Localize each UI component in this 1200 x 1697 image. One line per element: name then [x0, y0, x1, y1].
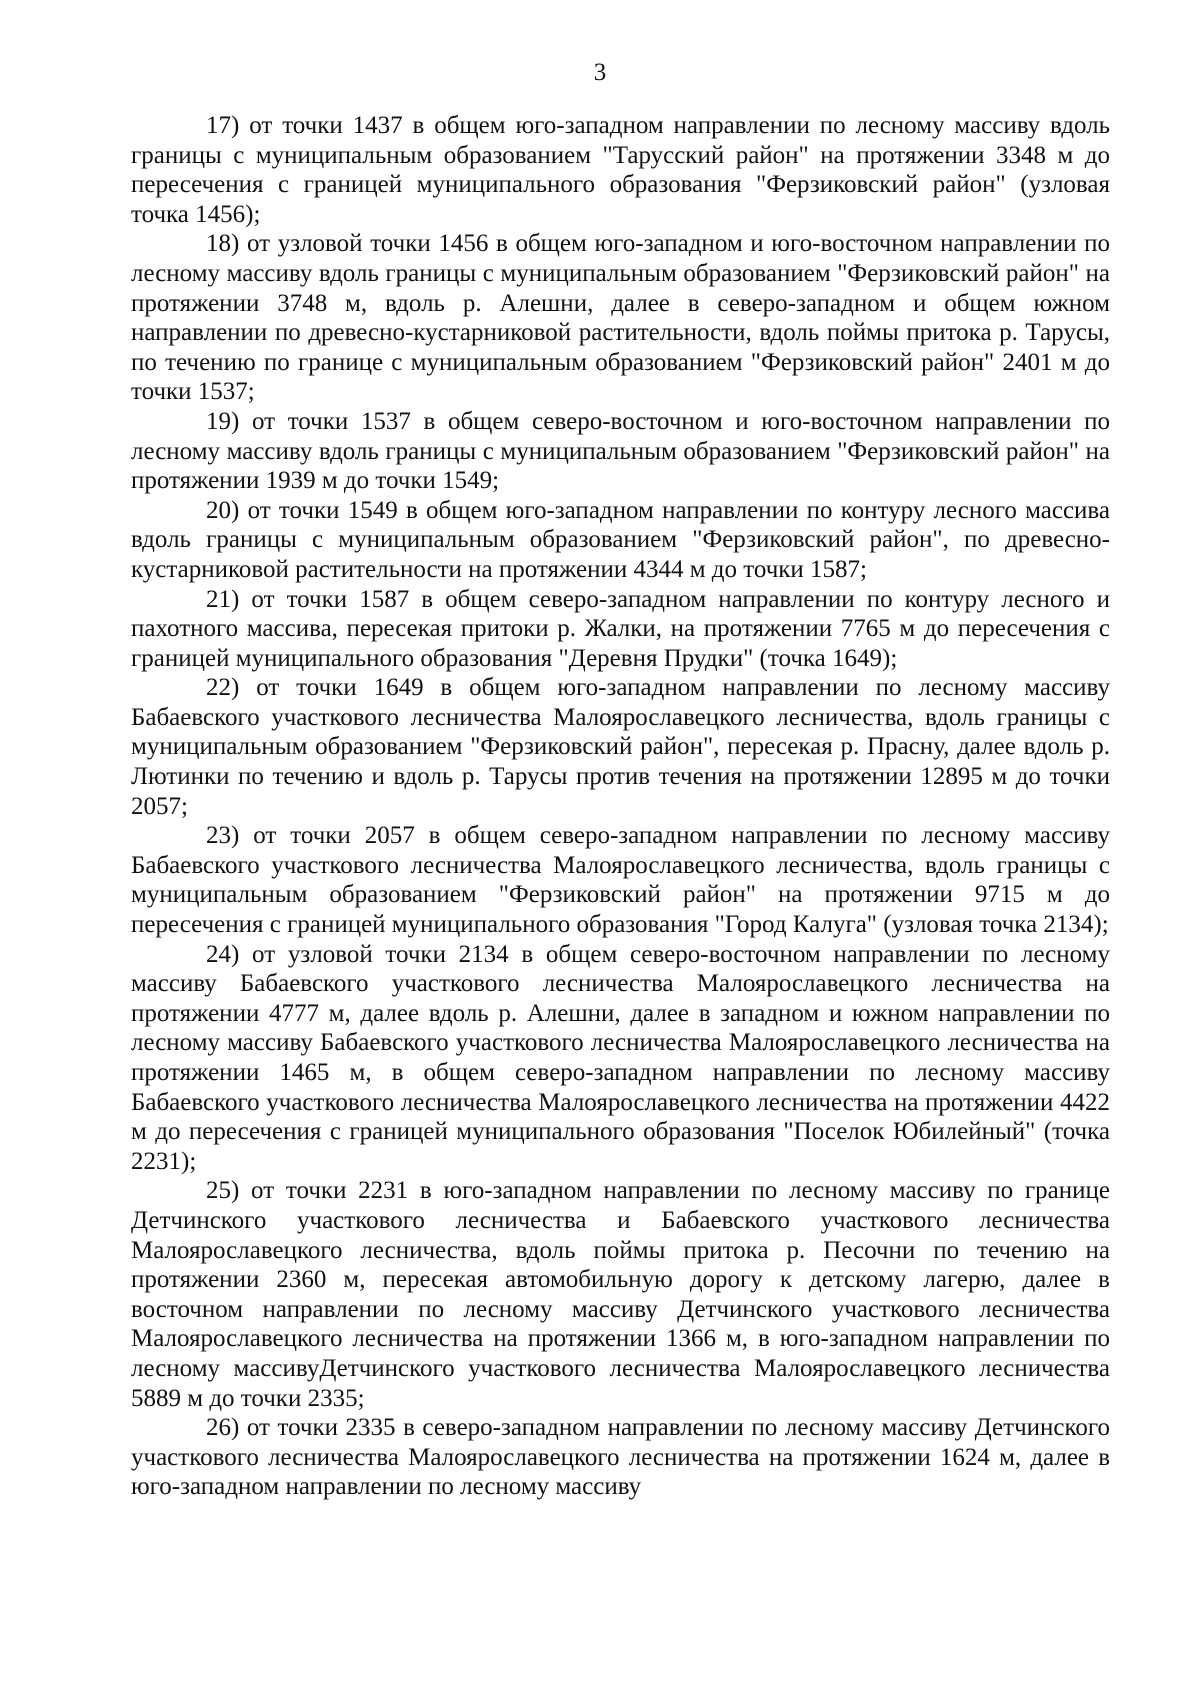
document-body	[131, 111, 1110, 1502]
page-number: 3	[593, 59, 607, 86]
paragraph-23: 23) от точки 2057 в общем северо-западном направлении по лесному массиву Бабаевского участкового лесничества Малоярославецкого лесничества, вдоль границы с муниципальным образованием "Ферзиковский район" на протяжении 9715 м до пересечения с границей муниципального образования "Город Калуга" (узловая точка 2134);	[131, 822, 1110, 939]
paragraph-25: 25) от точки 2231 в юго-западном направлении по лесному массиву по границе Детчинского участкового лесничества и Бабаевского участкового лесничества Малоярославецкого лесничества, вдоль поймы притока р. Песочни по течению на протяжении 2360 м, пересекая автомобильную дорогу к детскому лагерю, далее в восточном направлении по лесному массиву Детчинского участкового лесничества Малоярославецкого лесничества на протяжении 1366 м, в юго-западном направлении по лесному массивуДетчинского участкового лесничества Малоярославецкого лесничества 5889 м до точки 2335;	[131, 1177, 1110, 1412]
paragraph-24: 24) от узловой точки 2134 в общем северо-восточном направлении по лесному массиву Бабаевского участкового лесничества Малоярославецкого лесничества на протяжении 4777 м, далее вдоль р. Алешни, далее в западном и южном направлении по лесному массиву Бабаевского участкового лесничества Малоярославецкого лесничества на протяжении 1465 м, в общем северо-западном направлении по лесному массиву Бабаевского участкового лесничества Малоярославецкого лесничества на протяжении 4422 м до пересечения с границей муниципального образования "Поселок Юбилейный" (точка 2231);	[131, 940, 1110, 1175]
paragraph-26: 26) от точки 2335 в северо-западном направлении по лесному массиву Детчинского участкового лесничества Малоярославецкого лесничества на протяжении 1624 м, далее в юго-западном направлении по лесному массиву	[131, 1414, 1110, 1501]
paragraph-19: 19) от точки 1537 в общем северо-восточном и юго-восточном направлении по лесному массиву вдоль границы с муниципальным образованием "Ферзиковский район" на протяжении 1939 м до точки 1549;	[131, 407, 1110, 495]
paragraph-20: 20) от точки 1549 в общем юго-западном направлении по контуру лесного массива вдоль границы с муниципальным образованием "Ферзиковский район", по древесно-кустарниковой растительности на протяжении 4344 м до точки 1587;	[131, 496, 1110, 583]
paragraph-17: 17) от точки 1437 в общем юго-западном направлении по лесному массиву вдоль границы с муниципальным образованием "Тарусский район" на протяжении 3348 м до пересечения с границей муниципального образования "Ферзиковский район" (узловая точка 1456);	[131, 112, 1110, 228]
paragraph-18: 18) от узловой точки 1456 в общем юго-западном и юго-восточном направлении по лесному массиву вдоль границы с муниципальным образованием "Ферзиковский район" на протяжении 3748 м, вдоль р. Алешни, далее в северо-западном и общем южном направлении по древесно-кустарниковой растительности, вдоль поймы притока р. Тарусы, по течению по границе с муниципальным образованием "Ферзиковский район" 2401 м до точки 1537;	[131, 230, 1110, 406]
paragraph-21: 21) от точки 1587 в общем северо-западном направлении по контуру лесного и пахотного массива, пересекая притоки р. Жалки, на протяжении 7765 м до пересечения с границей муниципального образования "Деревня Прудки" (точка 1649);	[131, 585, 1110, 672]
paragraph-22: 22) от точки 1649 в общем юго-западном направлении по лесному массиву Бабаевского участкового лесничества Малоярославецкого лесничества, вдоль границы с муниципальным образованием "Ферзиковский район", пересекая р. Прасну, далее вдоль р. Лютинки по течению и вдоль р. Тарусы против течения на протяжении 12895 м до точки 2057;	[131, 674, 1110, 820]
